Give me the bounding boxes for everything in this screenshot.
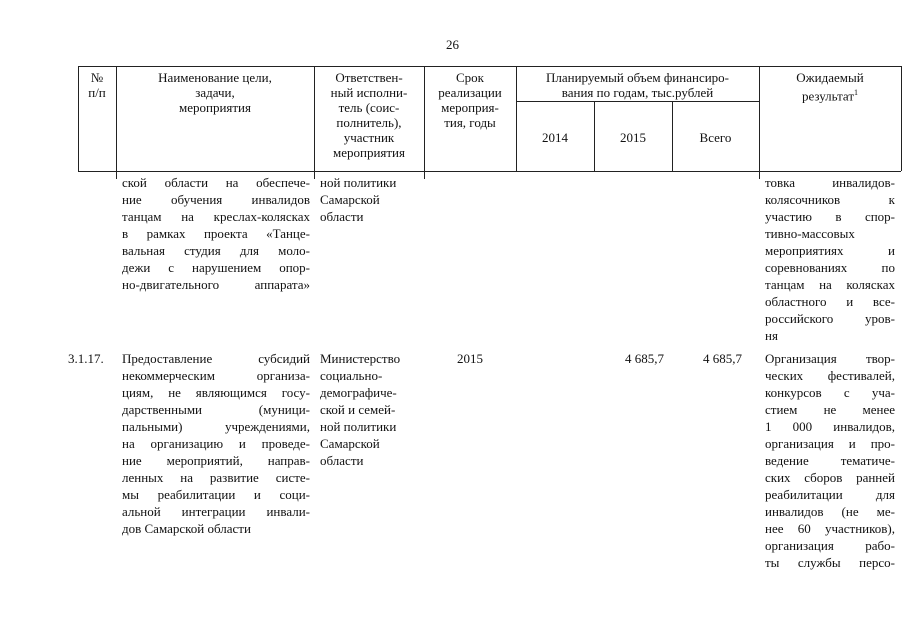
row1-result: товка инвалидов- колясочников к участию в спор- тивно-массовых мероприятиях и соревнованиях по танцам на колясках областного и все- российского уров- ня: [765, 175, 895, 343]
header-responsible: Ответствен- ный исполни- тель (соис- полнитель), участник мероприятия: [330, 70, 408, 160]
table-header: [78, 66, 901, 171]
row2-term: 2015: [457, 351, 483, 366]
row2-result: Организация твор- ческих фестивалей, конкурсов с уча- стием не менее 1 000 инвалидов, организация и про- ведение тематиче- ских сборов ранней реабилитации для инвалидов (не ме- нее 60 участников), организация рабо- ты службы персо-: [765, 351, 895, 570]
header-result: Ожидаемый результат$^1$: [796, 70, 864, 104]
header-number: № п/п: [88, 70, 106, 100]
header-total: Всего: [699, 130, 732, 145]
header-2015: 2015: [620, 130, 646, 145]
row2-value-total: 4 685,7: [703, 351, 742, 366]
header-name: Наименование цели, задачи, мероприятия: [158, 70, 272, 115]
header-2014: 2014: [542, 130, 568, 145]
page-number: 26: [446, 37, 459, 52]
row2-name: Предоставление субсидий некоммерческим организа- циям, не являющимся госу- дарственными (муници- пальными) учреждениями, на организацию и проведе- ние мероприятий, направ- ленных на развитие систе- мы реабилитации и соци- альной интеграции инвали- дов Самарской области: [122, 351, 310, 536]
row2-responsible: Министерство социально- демографиче- ской и семей- ной политики Самарской области: [320, 351, 401, 468]
row1-responsible: ной политики Самарской области: [320, 175, 397, 224]
row1-name: ской области на обеспече- ние обучения инвалидов танцам на креслах-колясках в рамках проекта «Танце- вальная студия для моло- дежи с нарушением опор- но-двигательного аппарата»: [122, 175, 310, 292]
row2-number: 3.1.17.: [68, 351, 104, 366]
header-term: Срок реализации мероприя- тия, годы: [438, 70, 502, 130]
row2-value-2015: 4 685,7: [625, 351, 664, 366]
header-finance: Планируемый объем финансиро- вания по годам, тыс.рублей: [545, 70, 730, 100]
